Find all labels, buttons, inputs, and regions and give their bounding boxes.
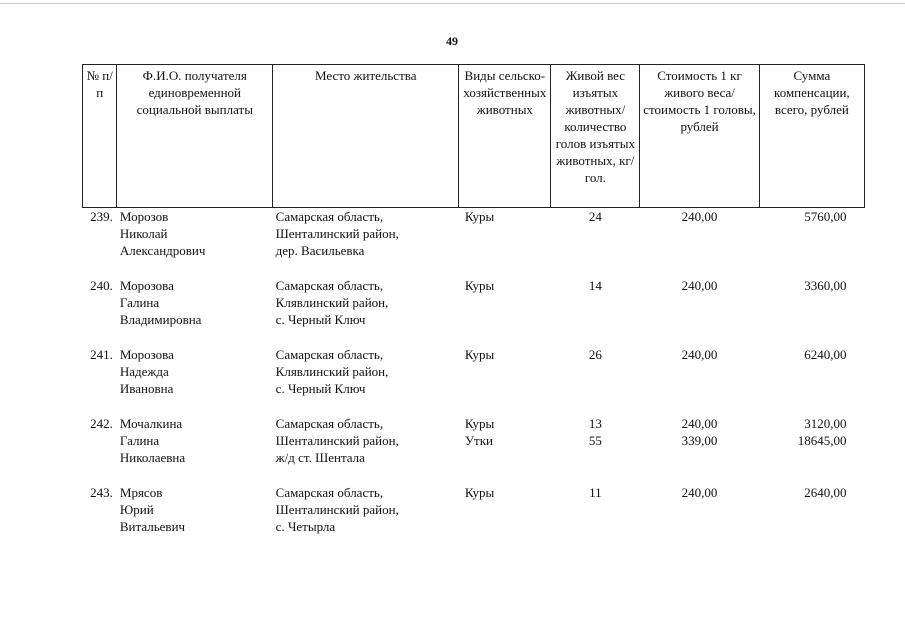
unit-price: [640, 484, 759, 553]
name-line: Юрий: [119, 501, 154, 517]
total-sum: [759, 346, 864, 415]
name-line: Николай: [119, 226, 168, 241]
table-body: [83, 208, 865, 553]
residence: [273, 277, 459, 346]
name-line: Галина: [119, 294, 160, 310]
animal-type-line: Куры: [464, 346, 495, 362]
place-line: Самарская область,: [275, 484, 384, 500]
live-weight: [551, 277, 640, 346]
place-line: с. Черный Ключ: [275, 380, 366, 396]
price-line: 240,00: [681, 346, 718, 362]
table-row: [83, 415, 865, 484]
place-line: Самарская область,: [275, 209, 384, 224]
header-num: № п/п: [83, 65, 117, 208]
unit-price: [640, 415, 759, 484]
table-row: [83, 208, 865, 277]
weight-line: 11: [589, 484, 602, 500]
animal-type-line: Утки: [464, 432, 493, 448]
sum-line: 3360,00: [804, 277, 847, 293]
price-line: 240,00: [681, 484, 718, 500]
place-line: Самарская область,: [275, 277, 384, 293]
price-line: 240,00: [681, 209, 718, 224]
compensation-table: [82, 64, 865, 553]
unit-price: [640, 277, 759, 346]
table-row: [83, 277, 865, 346]
place-line: Шенталинский район,: [275, 501, 399, 517]
sum-line: 5760,00: [804, 209, 847, 224]
row-number: 239.: [90, 209, 113, 224]
top-rule: [0, 3, 905, 4]
total-sum: [759, 415, 864, 484]
name-line: Ивановна: [119, 380, 174, 396]
animal-type: [459, 208, 551, 277]
page-number: 49: [446, 34, 458, 48]
residence: [273, 415, 459, 484]
name-line: Мочалкина: [119, 415, 183, 431]
residence: [273, 208, 459, 277]
sum-line: 6240,00: [804, 346, 847, 362]
row-number: 241.: [90, 346, 113, 362]
recipient-name: [117, 208, 273, 277]
name-line: Мрясов: [119, 484, 163, 500]
weight-line: 14: [588, 277, 602, 293]
row-number: 240.: [90, 277, 113, 293]
place-line: с. Черный Ключ: [275, 311, 366, 327]
sum-line: 3120,00: [804, 415, 847, 431]
place-line: дер. Васильевка: [275, 243, 365, 258]
price-line: 240,00: [681, 277, 718, 293]
weight-line: 55: [588, 432, 602, 448]
price-line: 240,00: [681, 415, 718, 431]
animal-type: [459, 277, 551, 346]
name-line: Надежда: [119, 363, 169, 379]
animal-type-line: Куры: [464, 209, 495, 224]
animal-type-line: Куры: [464, 277, 495, 293]
weight-line: 24: [588, 209, 602, 224]
place-line: Самарская область,: [275, 415, 384, 431]
animal-type-line: Куры: [464, 415, 495, 431]
unit-price: [640, 346, 759, 415]
animal-type: [459, 415, 551, 484]
place-line: Шенталинский район,: [275, 226, 399, 241]
sum-line: 2640,00: [804, 484, 847, 500]
header-unit-price: Стоимость 1 кг живого веса/стоимость 1 головы, рублей: [640, 65, 759, 208]
residence: [273, 346, 459, 415]
live-weight: [551, 346, 640, 415]
weight-line: 13: [588, 415, 602, 431]
total-sum: [759, 277, 864, 346]
recipient-name: [117, 346, 273, 415]
row-number: 243.: [90, 484, 113, 500]
name-line: Витальевич: [119, 518, 186, 534]
name-line: Морозов: [119, 209, 169, 224]
place-line: Клявлинский район,: [275, 363, 389, 379]
name-line: Владимировна: [119, 311, 202, 327]
recipient-name: [117, 415, 273, 484]
live-weight: [551, 415, 640, 484]
header-animal-type: Виды сельско-хозяйственных животных: [459, 65, 551, 208]
place-line: Самарская область,: [275, 346, 384, 362]
unit-price: [640, 208, 759, 277]
header-place: Место жительства: [273, 65, 459, 208]
table-row: [83, 346, 865, 415]
place-line: с. Четырла: [275, 518, 336, 534]
animal-type-line: Куры: [464, 484, 495, 500]
place-line: Клявлинский район,: [275, 294, 389, 310]
recipient-name: [117, 277, 273, 346]
name-line: Александрович: [119, 243, 206, 258]
total-sum: [759, 208, 864, 277]
live-weight: [551, 208, 640, 277]
price-line: 339,00: [681, 432, 718, 448]
table-row: [83, 484, 865, 553]
place-line: ж/д ст. Шентала: [275, 449, 365, 465]
weight-line: 26: [588, 346, 602, 362]
name-line: Галина: [119, 432, 160, 448]
row-number: 242.: [90, 415, 113, 431]
header-name: Ф.И.О. получателя единовременной социальной выплаты: [117, 65, 273, 208]
place-line: Шенталинский район,: [275, 432, 399, 448]
animal-type: [459, 346, 551, 415]
residence: [273, 484, 459, 553]
table-header: [83, 65, 865, 208]
name-line: Морозова: [119, 277, 174, 293]
total-sum: [759, 484, 864, 553]
recipient-name: [117, 484, 273, 553]
name-line: Морозова: [119, 346, 174, 362]
header-live-weight: Живой вес изъятых животных/ количество голов изъятых животных, кг/гол.: [551, 65, 640, 208]
live-weight: [551, 484, 640, 553]
name-line: Николаевна: [119, 449, 186, 465]
sum-line: 18645,00: [797, 432, 847, 448]
animal-type: [459, 484, 551, 553]
header-total-sum: Сумма компенсации, всего, рублей: [759, 65, 864, 208]
